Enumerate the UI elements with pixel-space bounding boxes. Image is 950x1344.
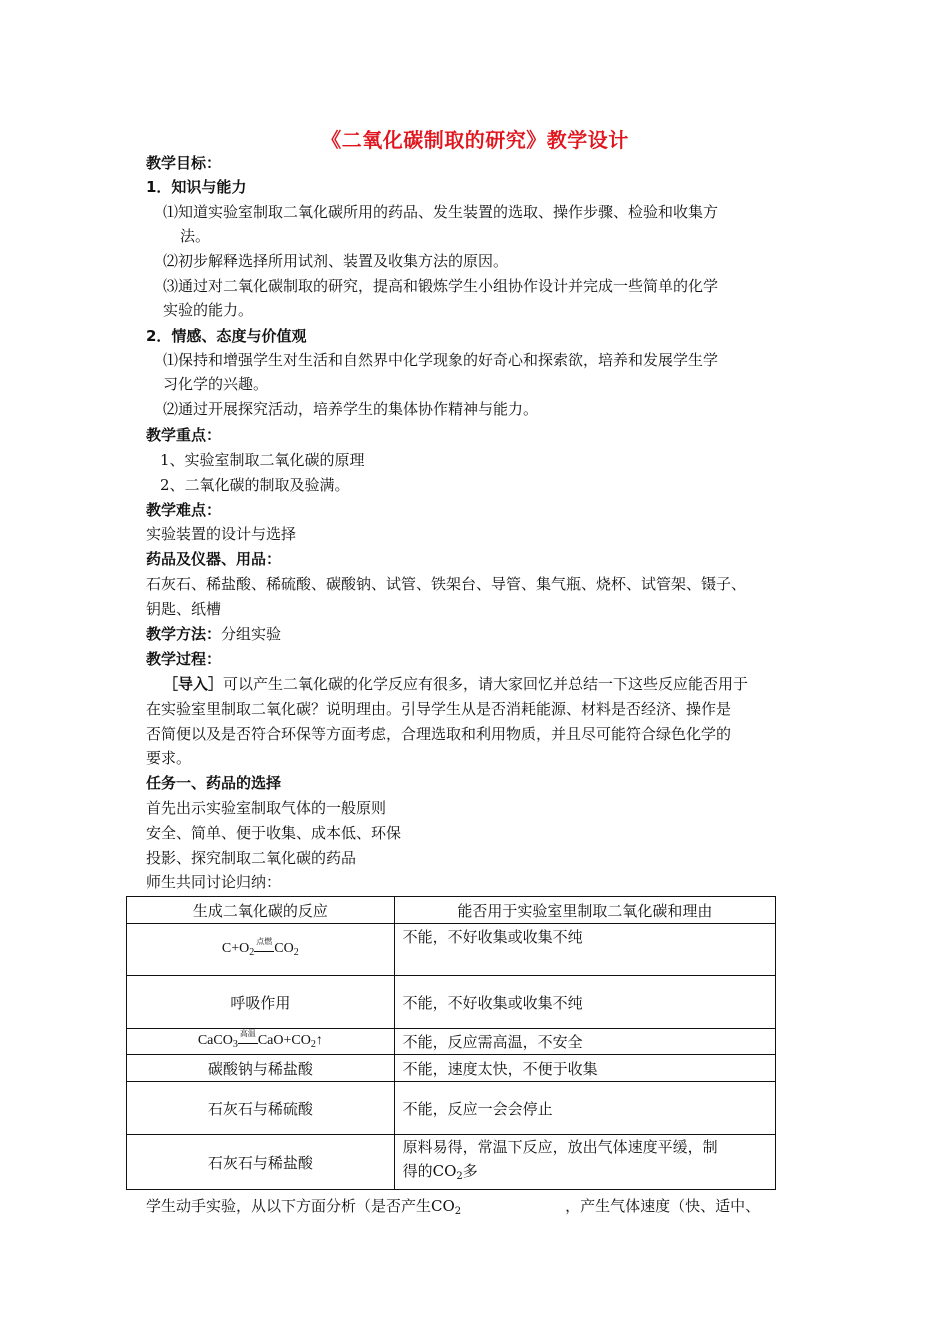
task1-line-3: 投影、探究制取二氧化碳的药品 [146,849,357,867]
bottom-text-a: 学生动手实验，从以下方面分析（是否产生CO [146,1197,455,1215]
reason-cell: 不能，反应需高温，不安全 [394,1029,775,1055]
reaction-table [126,896,776,1190]
emotion-item-1: ⑴保持和增强学生对生活和自然界中化学现象的好奇心和探索欲，培养和发展学生学 [163,351,719,369]
knowledge-item-3: ⑶通过对二氧化碳制取的研究，提高和锻炼学生小组协作设计并完成一些简单的化学 [163,277,719,295]
table-row [127,924,776,976]
table-row [127,1029,776,1055]
reason-cell: 不能，反应一会会停止 [394,1082,775,1135]
method-text: 分组实验 [221,625,282,643]
reaction-cell: 呼吸作用 [127,976,395,1029]
knowledge-item-3-cont: 实验的能力。 [163,301,254,319]
emotion-item-2: ⑵通过开展探究活动，培养学生的集体协作精神与能力。 [163,400,539,418]
knowledge-item-1-cont: 法。 [180,227,211,245]
task1-heading: 任务一、药品的选择 [146,774,282,792]
task1-line-2: 安全、简单、便于收集、成本低、环保 [146,824,402,842]
table-header-reaction: 生成二氧化碳的反应 [127,897,395,924]
reaction-cell: $C+O_2$ 点燃 $CO_2$ [127,924,395,976]
reaction-cell: 碳酸钠与稀盐酸 [127,1055,395,1082]
reason-cell: 不能，不好收集或收集不纯 [394,924,775,976]
task1-line-4: 师生共同讨论归纳： [146,873,282,891]
emotion-heading: 2．情感、态度与价值观 [146,327,307,345]
task1-line-1: 首先出示实验室制取气体的一般原则 [146,799,387,817]
intro-tag: ［导入］ [163,675,224,693]
reaction-cell: 石灰石与稀硫酸 [127,1082,395,1135]
bottom-line [146,1194,826,1224]
materials-heading: 药品及仪器、用品： [146,550,282,568]
knowledge-item-2: ⑵初步解释选择所用试剂、装置及收集方法的原因。 [163,252,509,270]
materials-line-2: 钥匙、纸槽 [146,600,222,618]
reason-cell: 不能，速度太快，不便于收集 [394,1055,775,1082]
table-row [127,1055,776,1082]
bottom-text-sub: 2 [454,1206,462,1217]
table-row [127,1135,776,1190]
difficulty-heading: 教学难点： [146,501,222,519]
difficulty-text: 实验装置的设计与选择 [146,525,297,543]
intro-line-3: 否简便以及是否符合环保等方面考虑，合理选取和利用物质，并且尽可能符合绿色化学的 [146,725,732,743]
document-title: 《二氧化碳制取的研究》教学设计 [321,128,629,152]
knowledge-item-1: ⑴知道实验室制取二氧化碳所用的药品、发生装置的选取、操作步骤、检验和收集方 [163,203,719,221]
intro-line-4: 要求。 [146,749,192,767]
objectives-heading: 教学目标： [146,154,222,172]
reason-cell: 原料易得，常温下反应，放出气体速度平缓，制 得的$CO_2$多 [394,1135,775,1190]
condition-arrow: 高温 [238,1040,258,1044]
reason-cell: 不能，不好收集或收集不纯 [394,976,775,1029]
materials-line-1: 石灰石、稀盐酸、稀硫酸、碳酸钠、试管、铁架台、导管、集气瓶、烧杯、试管架、镊子、 [146,575,747,593]
intro-line-2: 在实验室里制取二氧化碳？说明理由。引导学生从是否消耗能源、材料是否经济、操作是 [146,700,732,718]
method-line [146,622,826,646]
method-heading: 教学方法： [146,625,222,643]
table-header-row [127,897,776,924]
gas-arrow-icon: ↑ [315,1033,323,1048]
emotion-item-1-cont: 习化学的兴趣。 [163,375,269,393]
knowledge-heading: 1．知识与能力 [146,178,247,196]
table-row [127,976,776,1029]
condition-arrow: 点燃 [254,948,274,952]
reaction-cell: CaCO$_3$ 高温 $CaO+CO_2↑$ [127,1029,395,1055]
key-point-2: 2、二氧化碳的制取及验满。 [160,476,350,494]
intro-line-1 [163,672,843,696]
key-points-heading: 教学重点： [146,426,222,444]
table-row [127,1082,776,1135]
key-point-1: 1、实验室制取二氧化碳的原理 [160,451,365,469]
intro-text-1: 可以产生二氧化碳的化学反应有很多，请大家回忆并总结一下这些反应能否用于 [223,675,749,693]
process-heading: 教学过程： [146,650,222,668]
bottom-text-b: ，产生气体速度（快、适中、 [565,1197,761,1215]
reaction-cell: 石灰石与稀盐酸 [127,1135,395,1190]
table-header-reason: 能否用于实验室里制取二氧化碳和理由 [394,897,775,924]
